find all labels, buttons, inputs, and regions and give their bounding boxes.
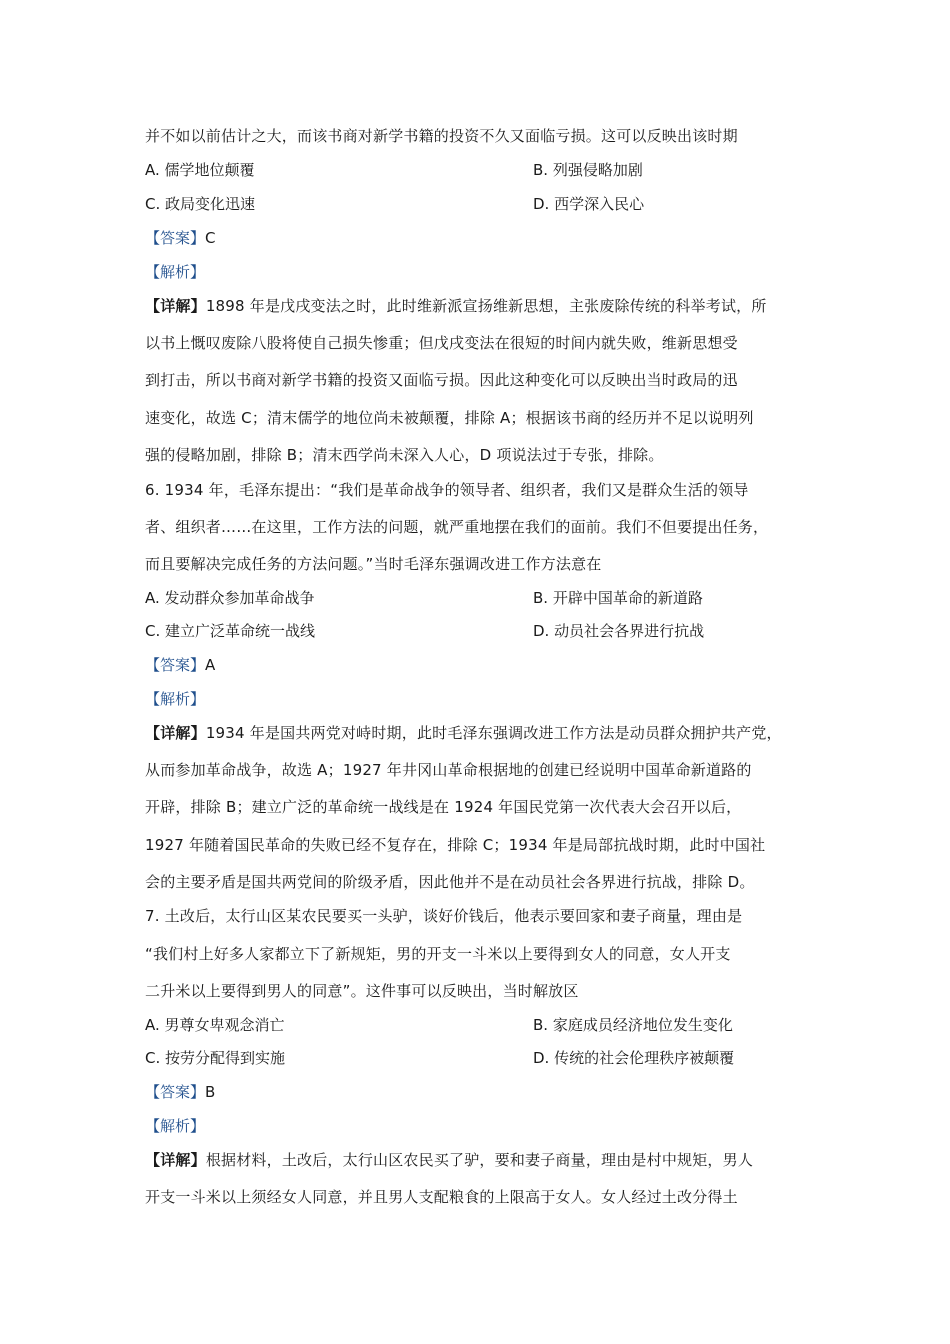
q7-detail-line-1 <box>145 1150 810 1170</box>
q6-detail-line-4: 1927 年随着国民革命的失败已经不复存在，排除 C；1934 年是局部抗战时期，此时中国社 <box>145 836 766 854</box>
q6-detail-line-5: 会的主要矛盾是国共两党间的阶级矛盾，因此他并不是在动员社会各界进行抗战，排除 D。 <box>145 873 755 891</box>
q7-option-d: D. 传统的社会伦理秩序被颠覆 <box>533 1049 735 1067</box>
q7-analysis-label <box>145 1116 205 1136</box>
q5-detail-line-1 <box>145 296 810 316</box>
q5-answer-value: C <box>205 229 216 247</box>
q7-detail-text-1: 根据材料，土改后，太行山区农民买了驴，要和妻子商量，理由是村中规矩，男人 <box>205 1151 754 1169</box>
q6-option-a: A. 发动群众参加革命战争 <box>145 589 315 607</box>
q5-option-a: A. 儒学地位颠覆 <box>145 161 255 179</box>
q5-option-d: D. 西学深入民心 <box>533 195 645 213</box>
q6-detail-line-3: 开辟，排除 B；建立广泛的革命统一战线是在 1924 年国民党第一次代表大会召开以后， <box>145 798 742 816</box>
q7-option-a: A. 男尊女卑观念消亡 <box>145 1016 285 1034</box>
q6-detail-line-2: 从而参加革命战争，故选 A；1927 年井冈山革命根据地的创建已经说明中国革命新道路的 <box>145 761 752 779</box>
q6-analysis-label-text: 【解析】 <box>145 690 206 708</box>
q5-detail-text-1: 1898 年是戊戌变法之时，此时维新派宣扬维新思想，主张废除传统的科举考试，所 <box>205 297 767 315</box>
q7-stem-line-2: “我们村上好多人家都立下了新规矩，男的开支一斗米以上要得到女人的同意，女人开支 <box>145 945 731 963</box>
q6-answer-value: A <box>205 656 216 674</box>
q5-detail-label: 【详解】 <box>145 297 206 315</box>
q5-stem-tail: 并不如以前估计之大，而该书商对新学书籍的投资不久又面临亏损。这可以反映出该时期 <box>145 127 738 145</box>
q7-stem-line-1: 7. 土改后，太行山区某农民要买一头驴，谈好价钱后，他表示要回家和妻子商量，理由是 <box>145 907 743 925</box>
q5-detail-line-4: 速变化，故选 C；清末儒学的地位尚未被颠覆，排除 A；根据该书商的经历并不足以说明列 <box>145 409 754 427</box>
q7-stem-line-3: 二升米以上要得到男人的同意”。这件事可以反映出，当时解放区 <box>145 982 579 1000</box>
q6-option-b: B. 开辟中国革命的新道路 <box>533 589 703 607</box>
q6-analysis-label <box>145 689 205 709</box>
q7-option-c: C. 按劳分配得到实施 <box>145 1049 286 1067</box>
q7-analysis-label-text: 【解析】 <box>145 1117 206 1135</box>
q6-detail-line-1 <box>145 723 810 743</box>
q7-detail-line-2: 开支一斗米以上须经女人同意，并且男人支配粮食的上限高于女人。女人经过土改分得土 <box>145 1188 738 1206</box>
q7-option-b: B. 家庭成员经济地位发生变化 <box>533 1016 733 1034</box>
q6-option-d: D. 动员社会各界进行抗战 <box>533 622 705 640</box>
q5-option-b: B. 列强侵略加剧 <box>533 161 643 179</box>
q6-stem-line-3: 而且要解决完成任务的方法问题。”当时毛泽东强调改进工作方法意在 <box>145 555 602 573</box>
q7-answer <box>145 1082 215 1102</box>
q7-answer-label: 【答案】 <box>145 1083 206 1101</box>
q6-answer-label: 【答案】 <box>145 656 206 674</box>
q5-analysis-label-text: 【解析】 <box>145 263 206 281</box>
q5-answer <box>145 228 216 248</box>
q6-stem-line-2: 者、组织者……在这里，工作方法的问题，就严重地摆在我们的面前。我们不但要提出任务， <box>145 518 769 536</box>
q6-stem-line-1: 6. 1934 年，毛泽东提出：“我们是革命战争的领导者、组织者，我们又是群众生活的领导 <box>145 481 749 499</box>
q6-detail-label: 【详解】 <box>145 724 206 742</box>
q5-analysis-label <box>145 262 205 282</box>
q5-option-c: C. 政局变化迅速 <box>145 195 256 213</box>
q7-detail-label: 【详解】 <box>145 1151 206 1169</box>
q6-option-c: C. 建立广泛革命统一战线 <box>145 622 316 640</box>
q5-detail-line-3: 到打击，所以书商对新学书籍的投资又面临亏损。因此这种变化可以反映出当时政局的迅 <box>145 371 738 389</box>
q7-answer-value: B <box>205 1083 216 1101</box>
q5-detail-line-2: 以书上慨叹废除八股将使自己损失惨重；但戊戌变法在很短的时间内就失败，维新思想受 <box>145 334 738 352</box>
q6-detail-text-1: 1934 年是国共两党对峙时期，此时毛泽东强调改进工作方法是动员群众拥护共产党， <box>205 724 782 742</box>
q5-detail-line-5: 强的侵略加剧，排除 B；清末西学尚未深入人心，D 项说法过于专张，排除。 <box>145 446 664 464</box>
q5-answer-label: 【答案】 <box>145 229 206 247</box>
q6-answer <box>145 655 215 675</box>
